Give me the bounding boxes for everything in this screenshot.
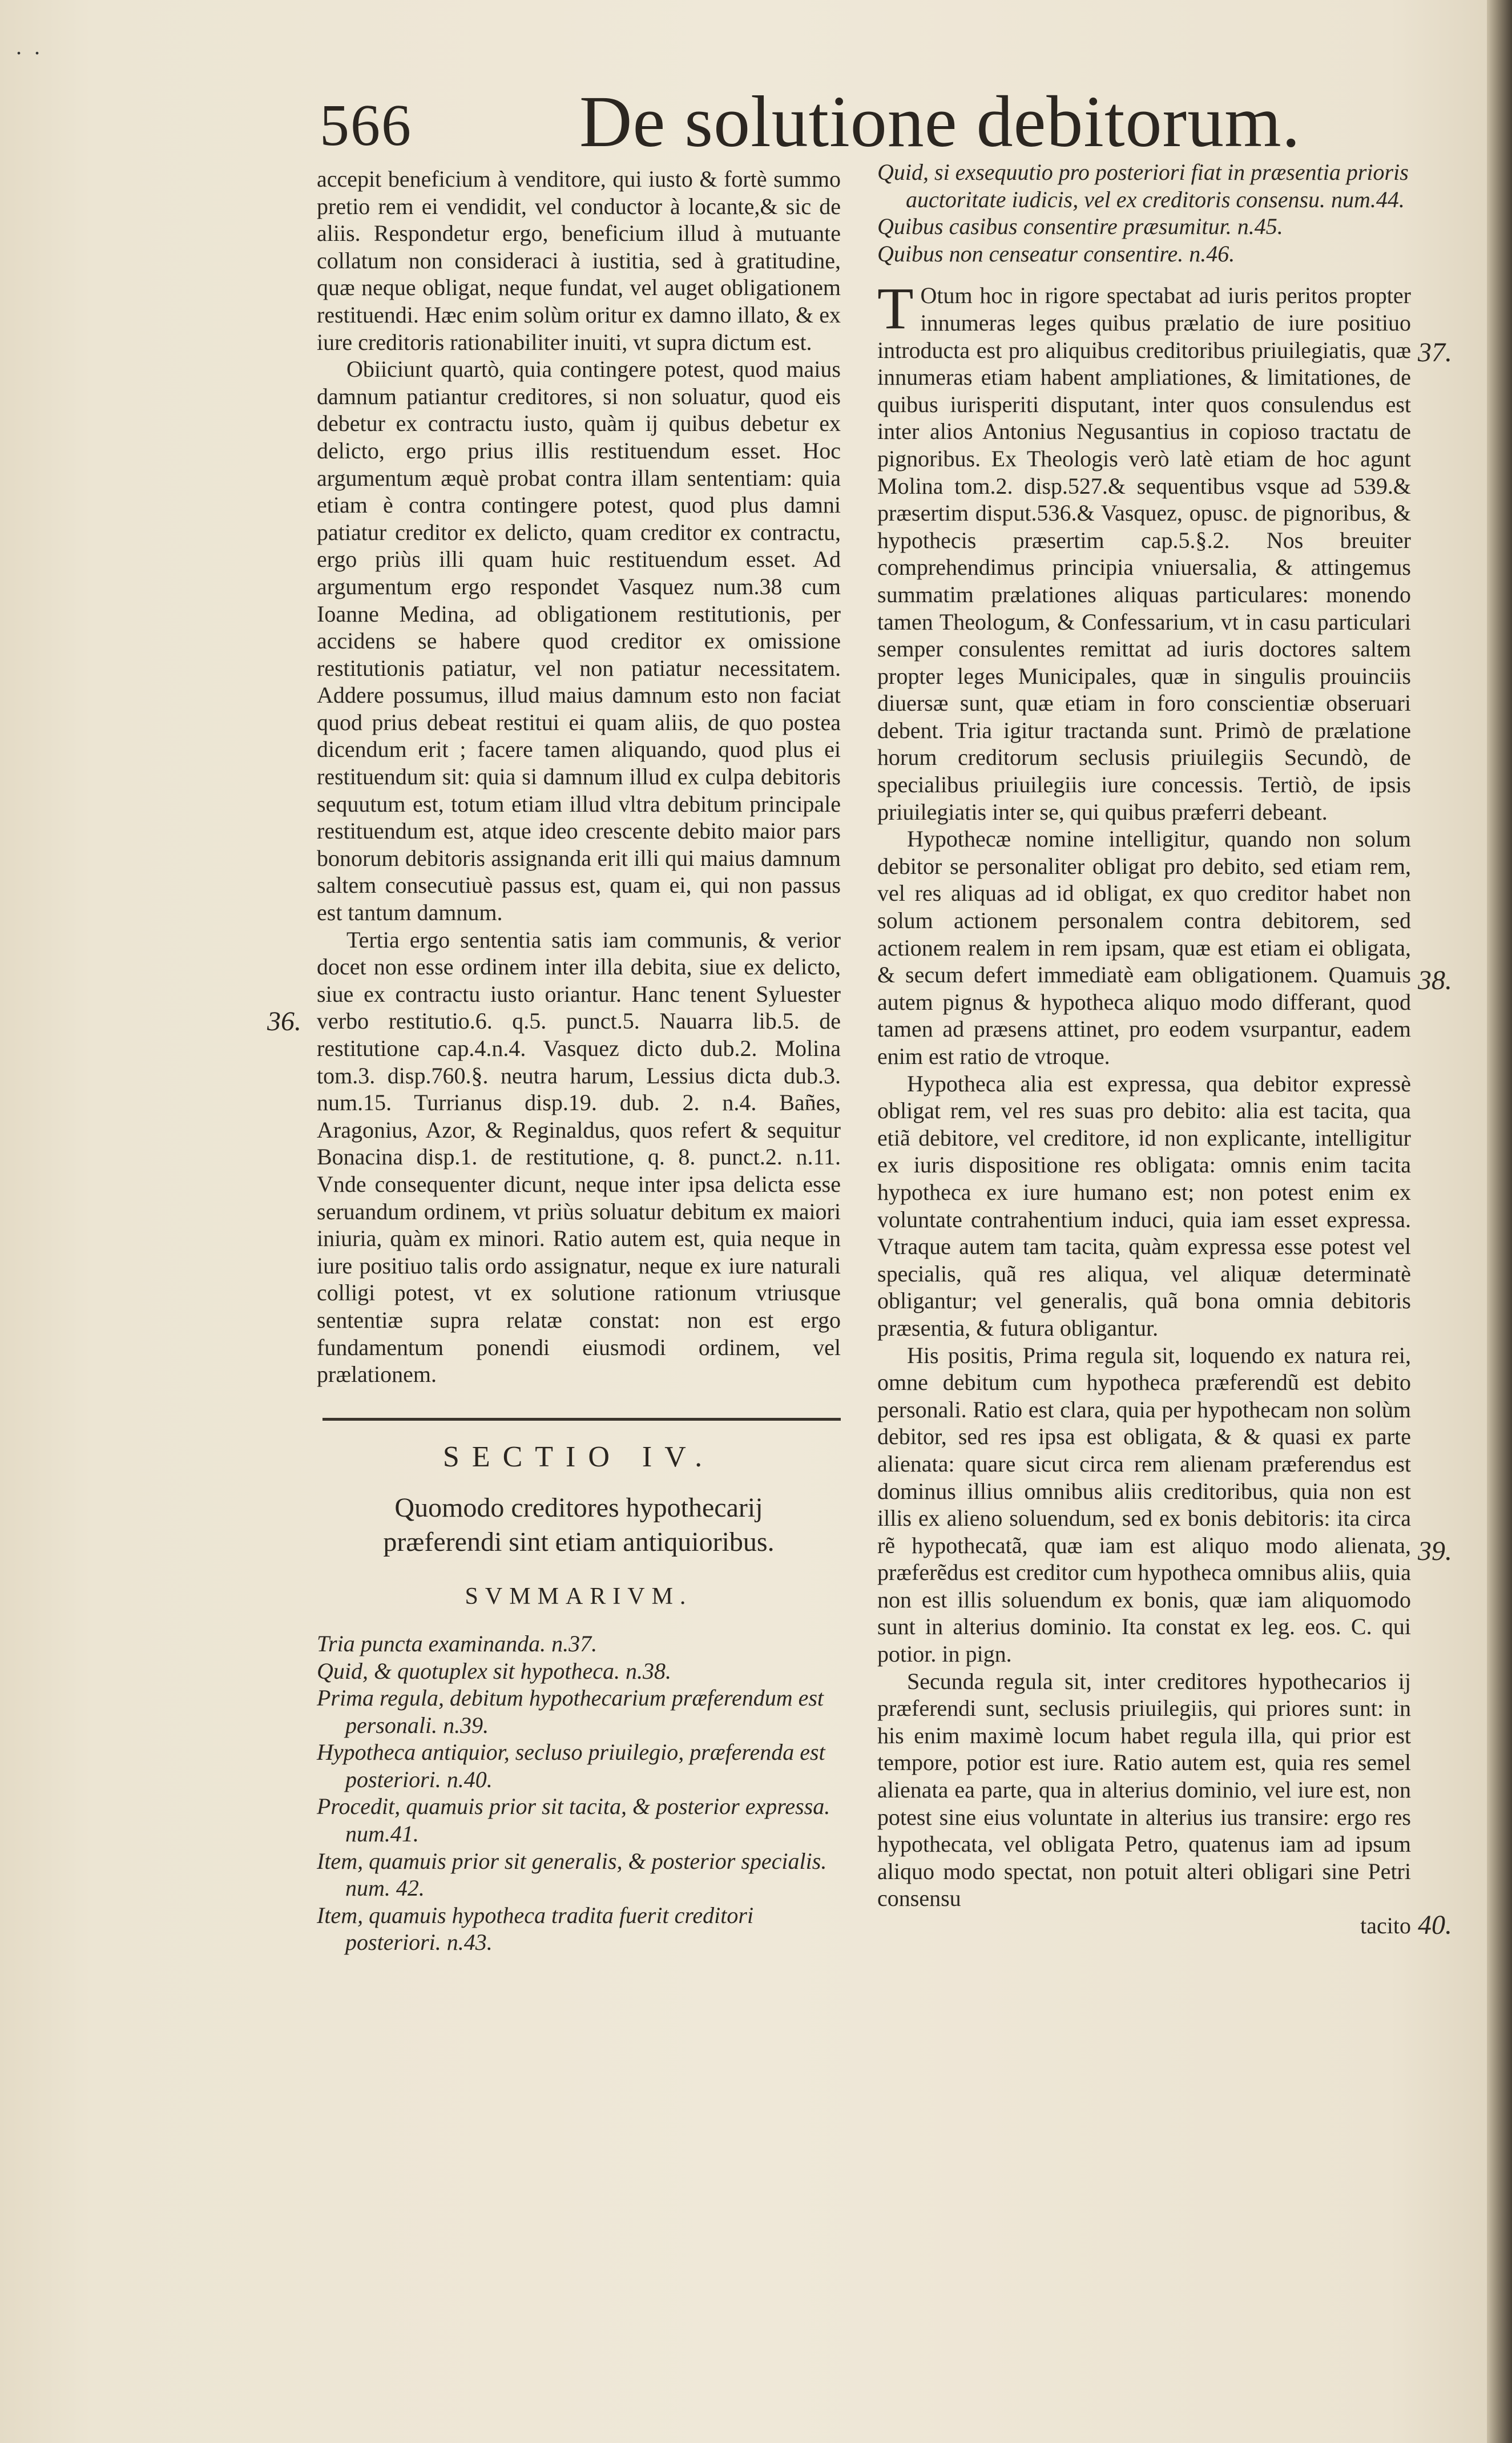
page-number: 566 [320,92,412,158]
corner-mark: . . [16,34,43,59]
summarium-item: Item, quamuis hypotheca tradita fuerit creditori posteriori. n.43. [317,1902,754,1956]
paragraph-objection-four: Obiiciunt quartò, quia contingere potest, quod maius damnum patiantur creditores, si non soluatur, quod eis debetur ex contractu iusto, quàm ij quibus debetur ex delicto, ergo prius illis restituendum esset. Hoc argumentum æquè probat contra illam sententiam: quia etiam è contra contingere potest, quod plus damni patiatur creditor ex delicto, quam creditor ex contractu, ergo priùs illi quam huic restituendum esset. Ad argumentum ergo respondet Vasquez num.38 cum Ioanne Medina, ad obligationem restitutionis, per accidens se habere quod creditor ex omissione restitutionis patiatur, vel non patiatur necessitatem. Addere possumus, illud maius damnum esto non faciat quod prius debeat restitui ei quam aliis, de quo postea dicendum erit ; facere tamen aliquando, quod plus ei restituendum sit: quia si damnum illud ex culpa debitoris sequutum est, totum etiam illud vltra debitum principale restituendum est, atque ideo crescente debito maior pars bonorum debitoris assignanda erit illi qui maius damnum saltem consecutiuè passus est, quam ei, qui non passus est tantum damnum. [317,356,841,926]
paragraph-third-opinion: Tertia ergo sententia satis iam communis, & verior docet non esse ordinem inter illa debita, siue ex delicto, siue ex contractu iusto oriantur. Hanc tenent Syluester verbo restitutio.6. q.5. punct.5. Nauarra lib.5. de restitutione cap.4.n.4. Vasquez dicto dub.2. Molina tom.3. disp.760.§. neutra harum, Lessius dicta dub.3. num.15. Turrianus disp.19. dub. 2. n.4. Bañes, Aragonius, Azor, & Reginaldus, quos refert & sequitur Bonacina disp.1. de restitutione, q. 8. punct.2. n.11. Vnde consequenter dicunt, neque inter ipsa delicta esse seruandum ordinem, vt priùs soluatur debitum ex maiori iniuria, quàm ex minori. Ratio autem est, quia neque in iure positiuo talis ordo assignatur, neque ex iure naturali colligi potest, vt ex solutione rationum vtriusque sententiæ supra relatæ constat: non est ergo fundamentum ponendi eiusmodi ordinem, vel prælationem. [317,926,841,1388]
section-divider [322,1418,841,1421]
summarium-item: Quid, & quotuplex sit hypotheca. n.38. [317,1658,672,1684]
summarium-item: Hypotheca antiquior, secluso priuilegio, præferenda est posteriori. n.40. [317,1739,825,1792]
summarium-item: Tria puncta examinanda. n.37. [317,1630,598,1656]
summarium-item: Quid, si exsequutio pro posteriori fiat in præsentia prioris auctoritate iudicis, vel ex creditoris consensu. num.44. [877,159,1409,212]
margin-number-36: 36. [267,1006,301,1037]
paragraph-text: Otum hoc in rigore spectabat ad iuris peritos propter innumeras leges quibus prælatio de iure positiuo introducta est pro aliquibus creditoribus priuilegiatis, quæ innumeras etiam habent ampliationes, & limitationes, de quibus iurisperiti disputant, inter quos consulendus est inter alios Antonius Negusantius in copioso tractatu de pignoribus. Ex Theologis verò latè etiam de hoc agunt Molina tom.2. disp.527.& sequentibus vsque ad 539.& præsertim disput.536.& Vasquez, opusc. de pignoribus, & hypothecis præsertim cap.5.§.2. Nos breuiter comprehendimus principia vniuersalia, & attingemus summatim prælationes aliquas particulares: monendo tamen Theologum, & Confessarium, vt in casu particulari semper consulentes remittat ad iuris doctores saltem propter leges Municipales, quæ in singulis prouinciis diuersæ sunt, quæ etiam in foro conscientiæ obseruari debent. Tria igitur tractanda sunt. Primò de prælatione horum creditorum seclusis priuilegiis Secundò, de specialibus priuilegiis iure concessis. Tertiò, de ipsis priuilegiatis inter se, qui quibus præferri debeant. [877,283,1411,825]
margin-number-38: 38. [1418,965,1452,995]
page-header [320,80,1301,162]
drop-cap: T [877,276,914,342]
running-title: De solutione debitorum. [579,81,1301,162]
left-column [317,166,841,1956]
paragraph-first-rule: His positis, Prima regula sit, loquendo ex natura rei, omne debitum cum hypotheca præferendũ est debito personali. Ratio est clara, quia per hypothecam non solùm debitor, sed res ipsa est obligata, & & quasi ex parte alienata: quare sicut circa rem alienam præferendus est dominus illius omnibus aliis creditoribus, quia non est illis ex alieno soluendum, sed ex bonis debitoris: ita circa rẽ hypothecatã, quæ iam est aliquo modo alienata, præferẽdus est creditor cum hypotheca omnibus aliis, quia non est illis soluendum ex bonis, quæ iam aliquomodo sunt in alterius dominio. Ita constat ex leg. eos. C. qui potior. in pign. [877,1342,1411,1667]
summarium-item: Procedit, quamuis prior sit tacita, & posterior expressa. num.41. [317,1793,830,1847]
section-heading: SECTIO IV. [442,1440,715,1473]
section-question: Quomodo creditores hypothecarij præferendi sint etiam antiquioribus. [383,1493,775,1558]
paragraph-second-rule: Secunda regula sit, inter creditores hypothecarios ij præferendi sunt, seclusis priuilegiis, qui priores sunt: in his enim maximè locum habet regula illa, qui prior est tempore, potior est iure. Ratio autem est, quia res semel alienata ea parte, qua in alterius dominio, vel iure est, non potest sine eius voluntate in alterius ius transire: ergo res hypothecata, vel obligata Petro, quatenus iam ad ipsum aliquo modo spectat, non potuit alteri obligari sine Petri consensu [877,1668,1411,1912]
summarium-item: Prima regula, debitum hypothecarium præferendum est personali. n.39. [317,1685,824,1738]
paragraph-hypotheca-definition: Hypothecæ nomine intelligitur, quando non solum debitor se personaliter obligat pro debito, sed etiam rem, vel res aliquas ad id obligat, ex quo creditor habet non solum actionem personalem contra debitorem, sed actionem realem in rem ipsam, quæ est etiam ei obligata, & secum defert immediatè eam obligationem. Quamuis autem pignus & hypotheca aliquo modo differant, quod tamen ad præsens attinet, pro eodem vsurpantur, eadem enim est ratio de vtroque. [877,826,1411,1069]
summarium-heading: SVMMARIVM. [465,1583,693,1610]
catchword: tacito [1360,1913,1411,1938]
margin-number-39: 39. [1418,1536,1452,1566]
paragraph-continued: accepit beneficium à venditore, qui iusto & fortè summo pretio rem ei vendidit, vel conductor à locante,& sic de aliis. Respondetur ergo, beneficium illud à mutuante collatum non consideraci à iustitia, sed à gratitudine, quæ neque obligat, neque fundat, vel auget obligationem restituendi. Hæc enim solùm oritur ex damno illato, & ex iure creditoris rationabiliter inuiti, vt supra dictum est. [317,166,841,355]
paragraph-hypotheca-types: Hypotheca alia est expressa, qua debitor expressè obligat rem, vel res suas pro debito: alia est tacita, qua etiã debitore, vel creditore, id non explicante, intelligitur ex iuris dispositione res obligata: omnis enim tacita hypotheca ex iure humano est; non potest enim ex voluntate contrahentium induci, quia iam esset expressa. Vtraque autem tam tacita, quàm expressa esse potest vel specialis, quã res aliqua, vel aliquæ determinatè obligantur; vel generalis, quã bona omnia debitoris præsentia, & futura obligantur. [877,1070,1411,1341]
summarium-item: Quibus non censeatur consentire. n.46. [877,240,1235,267]
margin-number-37: 37. [1418,337,1452,368]
right-column [877,159,1411,1940]
summarium-item: Quibus casibus consentire præsumitur. n.45. [877,213,1283,240]
summarium-item: Item, quamuis prior sit generalis, & posterior specialis. num. 42. [317,1848,827,1901]
page-gutter-shadow [1487,0,1512,2443]
margin-number-40: 40. [1418,1910,1452,1940]
paragraph-introduction [877,276,1411,825]
